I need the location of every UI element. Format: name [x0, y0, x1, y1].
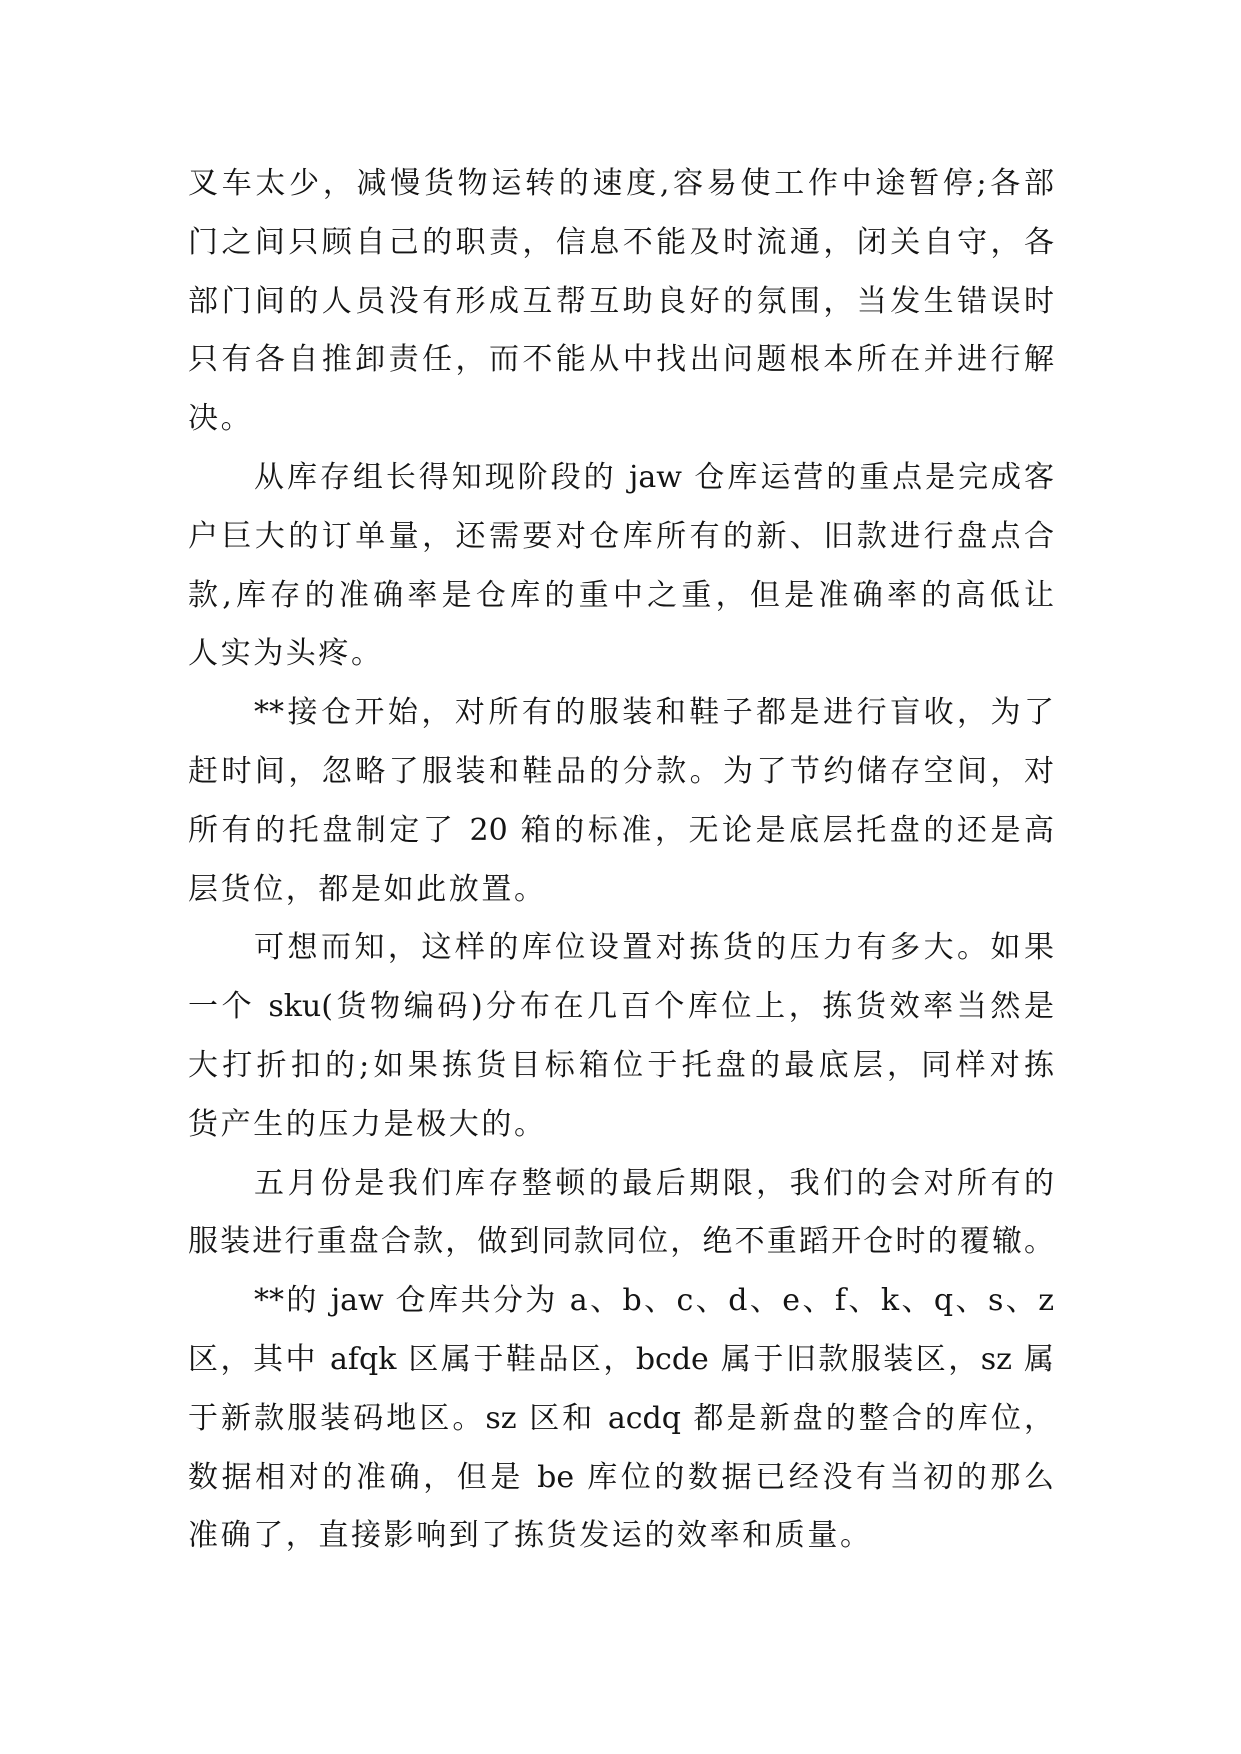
text-line: 部门间的人员没有形成互帮互助良好的氛围，当发生错误时: [188, 283, 1054, 319]
text-line: 五月份是我们库存整顿的最后期限，我们的会对所有的: [254, 1165, 1054, 1201]
text-line: 决。: [188, 401, 254, 437]
text-line: 款,库存的准确率是仓库的重中之重，但是准确率的高低让: [188, 577, 1054, 613]
paragraph: [188, 449, 1054, 684]
text-line: 从库存组长得知现阶段的 jaw 仓库运营的重点是完成客: [254, 459, 1054, 495]
paragraph: [188, 1155, 1054, 1273]
paragraph: [188, 1272, 1054, 1566]
text-line: 数据相对的准确，但是 be 库位的数据已经没有当初的那么: [188, 1459, 1054, 1495]
text-line: 层货位，都是如此放置。: [188, 871, 547, 907]
text-line: 只有各自推卸责任，而不能从中找出问题根本所在并进行解: [188, 342, 1054, 378]
text-line: 一个 sku(货物编码)分布在几百个库位上，拣货效率当然是: [188, 989, 1054, 1025]
text-line: 货产生的压力是极大的。: [188, 1106, 547, 1142]
text-line: **的 jaw 仓库共分为 a、b、c、d、e、f、k、q、s、z: [254, 1283, 1054, 1319]
paragraph: [188, 919, 1054, 1154]
text-line: 可想而知，这样的库位设置对拣货的压力有多大。如果: [254, 930, 1054, 966]
text-line: 区，其中 afqk 区属于鞋品区，bcde 属于旧款服装区，sz 属: [188, 1341, 1054, 1377]
text-line: 于新款服装码地区。sz 区和 acdq 都是新盘的整合的库位，: [188, 1400, 1054, 1436]
text-line: 赶时间，忽略了服装和鞋品的分款。为了节约储存空间，对: [188, 753, 1054, 789]
text-line: 户巨大的订单量，还需要对仓库所有的新、旧款进行盘点合: [188, 518, 1054, 554]
text-line: 准确了，直接影响到了拣货发运的效率和质量。: [188, 1518, 873, 1554]
text-line: 门之间只顾自己的职责，信息不能及时流通，闭关自守，各: [188, 224, 1054, 260]
paragraph: [188, 684, 1054, 919]
text-line: 大打折扣的;如果拣货目标箱位于托盘的最底层，同样对拣: [188, 1047, 1054, 1083]
document-body: [188, 155, 1054, 1566]
text-line: 叉车太少，减慢货物运转的速度,容易使工作中途暂停;各部: [188, 166, 1054, 201]
paragraph: [188, 155, 1054, 449]
text-line: 服装进行重盘合款，做到同款同位，绝不重蹈开仓时的覆辙。: [188, 1224, 1054, 1260]
text-line: 所有的托盘制定了 20 箱的标准，无论是底层托盘的还是高: [188, 812, 1054, 848]
text-line: **接仓开始，对所有的服装和鞋子都是进行盲收，为了: [254, 695, 1054, 731]
text-line: 人实为头疼。: [188, 636, 384, 672]
